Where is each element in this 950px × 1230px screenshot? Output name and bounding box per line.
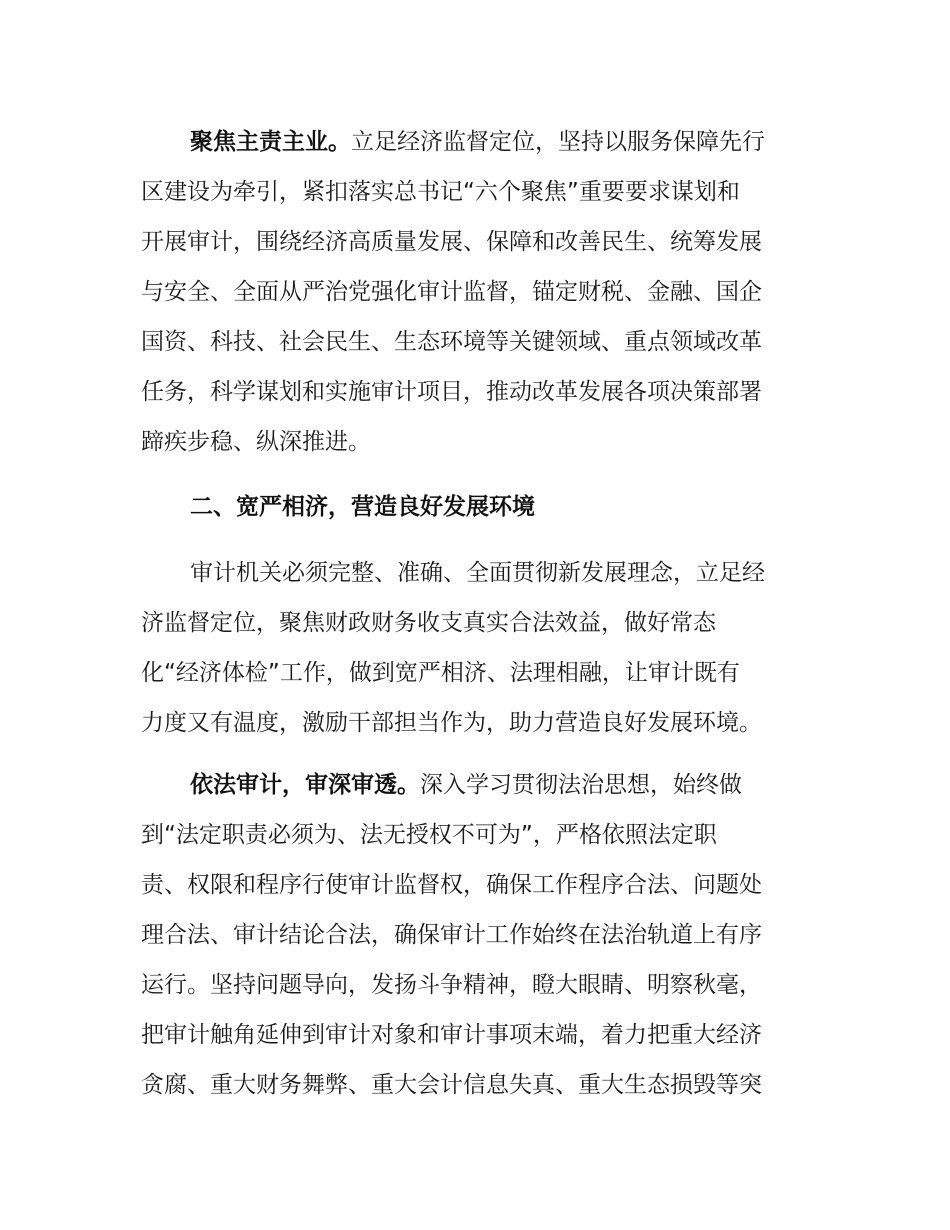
paragraph-line: 把审计触角延伸到审计对象和审计事项末端，着力把重大经济 <box>141 1022 762 1048</box>
paragraph-line: 化“经济体检”工作，做到宽严相济、法理相融，让审计既有 <box>141 660 740 686</box>
paragraph-heading: 依法审计，审深审透。 <box>190 772 420 798</box>
paragraph-line: 理合法、审计结论合法，确保审计工作始终在法治轨道上有序 <box>141 922 762 948</box>
paragraph-line: 审计机关必须完整、准确、全面贯彻新发展理念，立足经 <box>190 560 765 586</box>
paragraph-line: 开展审计，围绕经济高质量发展、保障和改善民生、统筹发展 <box>141 229 762 255</box>
paragraph-line: 贪腐、重大财务舞弊、重大会计信息失真、重大生态损毁等突 <box>141 1072 762 1098</box>
paragraph-text: 立足经济监督定位，坚持以服务保障先行 <box>351 129 765 155</box>
paragraph-line: 济监督定位，聚焦财政财务收支真实合法效益，做好常态 <box>141 610 716 636</box>
paragraph-heading: 聚焦主责主业。 <box>190 129 351 155</box>
paragraph-line: 蹄疾步稳、纵深推进。 <box>141 429 371 455</box>
paragraph-line: 任务，科学谋划和实施审计项目，推动改革发展各项决策部署 <box>141 379 762 405</box>
paragraph-line: 国资、科技、社会民生、生态环境等关键领域、重点领域改革 <box>141 329 762 355</box>
section-heading: 二、宽严相济，营造良好发展环境 <box>190 494 535 520</box>
paragraph-line: 责、权限和程序行使审计监督权，确保工作程序合法、问题处 <box>141 872 762 898</box>
paragraph-line <box>190 770 742 800</box>
paragraph-line <box>190 127 765 157</box>
paragraph-line: 区建设为牵引，紧扣落实总书记“六个聚焦”重要要求谋划和 <box>141 179 740 205</box>
paragraph-line: 到“法定职责必须为、法无授权不可为”，严格依照法定职 <box>141 822 717 848</box>
paragraph-text: 深入学习贯彻法治思想，始终做 <box>420 772 742 798</box>
paragraph-line: 与安全、全面从严治党强化审计监督，锚定财税、金融、国企 <box>141 279 762 305</box>
paragraph-line: 力度又有温度，激励干部担当作为，助力营造良好发展环境。 <box>141 710 762 736</box>
paragraph-line: 运行。坚持问题导向，发扬斗争精神，瞪大眼睛、明察秋毫， <box>141 972 762 998</box>
